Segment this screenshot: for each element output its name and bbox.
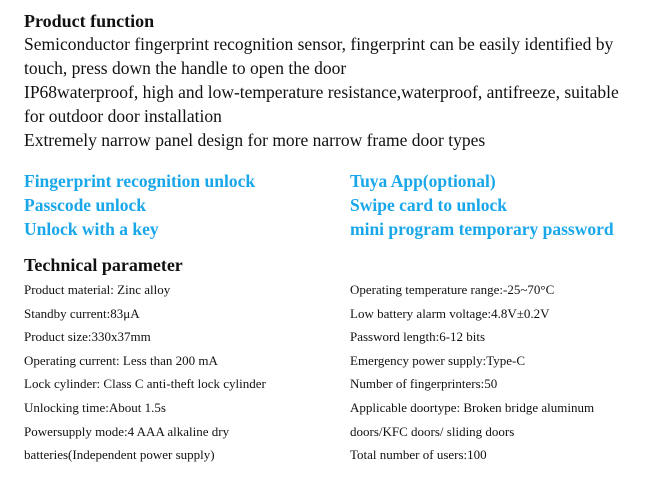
param-item: doors/KFC doors/ sliding doors bbox=[350, 423, 515, 439]
features-left-column bbox=[24, 169, 255, 241]
param-item: Product material: Zinc alloy bbox=[24, 282, 171, 297]
function-line: Semiconductor fingerprint recognition sensor, fingerprint can be easily identified by bbox=[24, 34, 614, 54]
param-item: Number of fingerprinters:50 bbox=[350, 376, 498, 392]
function-line: touch, press down the handle to open the door bbox=[24, 58, 347, 78]
feature-fingerprint-unlock: Fingerprint recognition unlock bbox=[24, 171, 256, 191]
param-item: Lock cylinder: Class C anti-theft lock cylinder bbox=[24, 376, 266, 392]
technical-parameter-heading: Technical parameter bbox=[24, 255, 183, 275]
params-right-column bbox=[350, 278, 594, 467]
feature-key-unlock: Unlock with a key bbox=[24, 219, 159, 239]
params-left-column bbox=[24, 278, 266, 467]
feature-tuya-app: Tuya App(optional) bbox=[350, 171, 496, 191]
param-item: Total number of users:100 bbox=[350, 447, 487, 463]
param-item: Powersupply mode:4 AAA alkaline dry bbox=[24, 423, 230, 439]
param-item: Operating temperature range:-25~70°C bbox=[350, 282, 555, 297]
function-line: IP68waterproof, high and low-temperature resistance,waterproof, antifreeze, suitable bbox=[24, 82, 619, 102]
feature-passcode-unlock: Passcode unlock bbox=[24, 195, 147, 215]
param-item: batteries(Independent power supply) bbox=[24, 447, 215, 463]
product-function-text bbox=[24, 32, 644, 152]
param-item: Unlocking time:About 1.5s bbox=[24, 399, 166, 415]
param-item: Applicable doortype: Broken bridge aluminum bbox=[350, 399, 595, 415]
param-item: Product size:330x37mm bbox=[24, 329, 151, 345]
function-line: for outdoor door installation bbox=[24, 106, 222, 126]
feature-temporary-password: mini program temporary password bbox=[350, 219, 614, 239]
param-item: Low battery alarm voltage:4.8V±0.2V bbox=[350, 305, 550, 321]
features-right-column bbox=[350, 169, 614, 241]
param-item: Password length:6-12 bits bbox=[350, 329, 486, 345]
unlock-features bbox=[24, 169, 644, 241]
function-line: Extremely narrow panel design for more narrow frame door types bbox=[24, 130, 486, 150]
param-item: Emergency power supply:Type-C bbox=[350, 352, 526, 368]
product-function-heading: Product function bbox=[24, 11, 155, 31]
param-item: Operating current: Less than 200 mA bbox=[24, 352, 218, 368]
product-sheet bbox=[24, 10, 644, 463]
param-item: Standby current:83μA bbox=[24, 305, 140, 321]
feature-swipe-card: Swipe card to unlock bbox=[350, 195, 508, 215]
